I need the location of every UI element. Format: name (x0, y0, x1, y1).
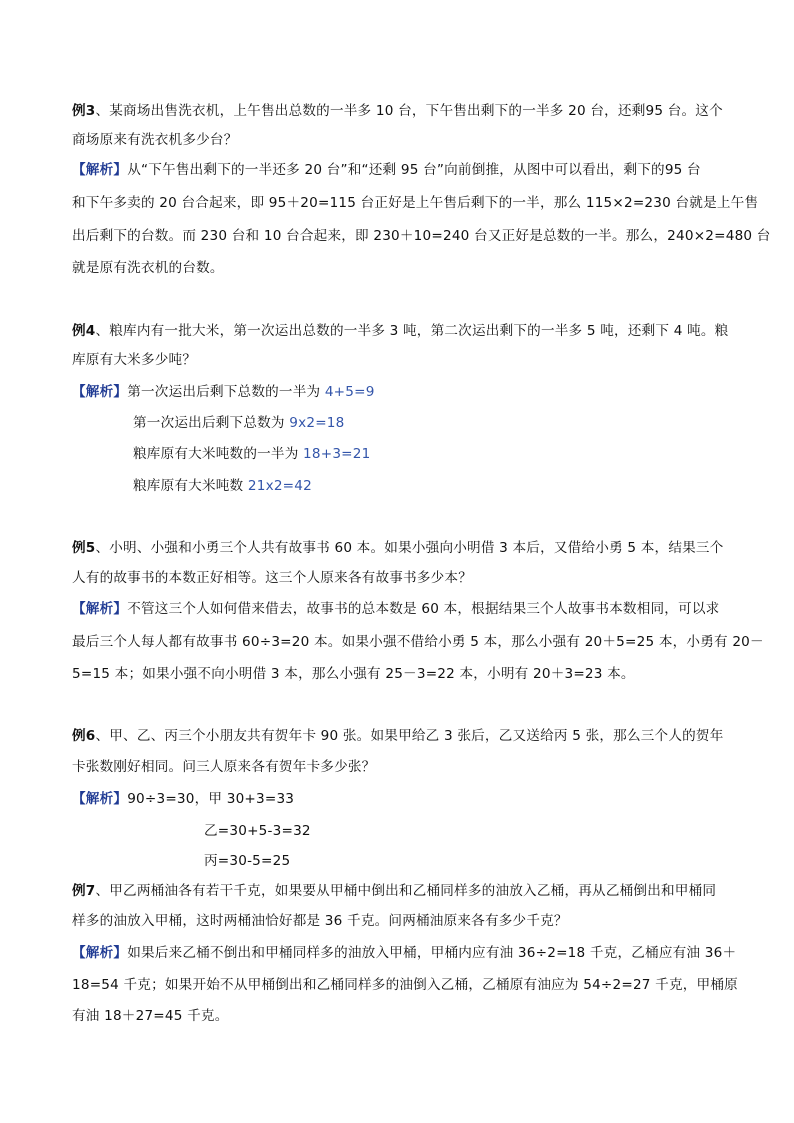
ex5-question-line-1: 例5、小明、小强和小勇三个人共有故事书 60 本。如果小强向小明借 3 本后，又借给小勇 5 本，结果三个 (72, 540, 724, 556)
ex6-label: 例6 (72, 728, 96, 744)
ex3-answer-line-2: 和下午多卖的 20 台合起来，即 95＋20=115 台正好是上午售后剩下的一半，那么 115×2=230 台就是上午售 (72, 195, 759, 211)
ex3-label: 例3 (72, 103, 96, 119)
ex4-answer-line-1: 【解析】第一次运出后剩下总数的一半为 4+5=9 (72, 384, 375, 400)
ex3-question-line-1: 例3、某商场出售洗衣机，上午售出总数的一半多 10 台，下午售出剩下的一半多 20 台，还剩95 台。这个 (72, 103, 723, 119)
ex7-answer-line-1: 【解析】如果后来乙桶不倒出和甲桶同样多的油放入甲桶，甲桶内应有油 36÷2=18 千克，乙桶应有油 36＋ (72, 945, 737, 961)
ex4-question-line-2: 库原有大米多少吨？ (72, 352, 197, 368)
ex3-answer-line-1: 【解析】从“下午售出剩下的一半还多 20 台”和“还剩 95 台”向前倒推，从图中可以看出，剩下的95 台 (72, 162, 701, 178)
ex7-answer-line-3: 有油 18＋27=45 千克。 (72, 1008, 229, 1024)
ex6-question-line-2: 卡张数刚好相同。问三人原来各有贺年卡多少张？ (72, 759, 376, 775)
ex5-analysis-tag: 【解析】 (72, 601, 128, 617)
ex3-analysis-tag: 【解析】 (72, 162, 128, 178)
ex5-answer-line-1: 【解析】不管这三个人如何借来借去，故事书的总本数是 60 本，根据结果三个人故事书本数相同，可以求 (72, 601, 720, 617)
ex4-analysis-tag: 【解析】 (72, 384, 128, 400)
ex4-question-line-1: 例4、粮库内有一批大米，第一次运出总数的一半多 3 吨，第二次运出剩下的一半多 5 吨，还剩下 4 吨。粮 (72, 323, 729, 339)
ex3-answer-line-3: 出后剩下的台数。而 230 台和 10 台合起来，即 230＋10=240 台又正好是总数的一半。那么，240×2=480 台 (72, 228, 771, 244)
ex7-question-line-2: 样多的油放入甲桶，这时两桶油恰好都是 36 千克。问两桶油原来各有多少千克？ (72, 913, 568, 929)
ex6-answer-line-1: 【解析】90÷3=30，甲 30+3=33 (72, 791, 295, 807)
ex6-step-3: 丙=30-5=25 (204, 853, 291, 869)
ex7-label: 例7 (72, 883, 96, 899)
ex5-label: 例5 (72, 540, 96, 556)
ex6-question-line-1: 例6、甲、乙、丙三个小朋友共有贺年卡 90 张。如果甲给乙 3 张后，乙又送给丙 5 张，那么三个人的贺年 (72, 728, 724, 744)
ex4-label: 例4 (72, 323, 96, 339)
ex3-question-line-2: 商场原来有洗衣机多少台？ (72, 132, 238, 148)
ex3-answer-line-4: 就是原有洗衣机的台数。 (72, 260, 224, 276)
ex4-step-3: 粮库原有大米吨数的一半为 18+3=21 (133, 446, 371, 462)
ex6-step-2: 乙=30+5-3=32 (204, 823, 311, 839)
ex7-analysis-tag: 【解析】 (72, 945, 128, 961)
ex7-question-line-1: 例7、甲乙两桶油各有若干千克，如果要从甲桶中倒出和乙桶同样多的油放入乙桶，再从乙桶倒出和甲桶同 (72, 883, 717, 899)
ex4-step-2: 第一次运出后剩下总数为 9x2=18 (133, 415, 345, 431)
ex5-question-line-2: 人有的故事书的本数正好相等。这三个人原来各有故事书多少本？ (72, 570, 473, 586)
ex5-answer-line-2: 最后三个人每人都有故事书 60÷3=20 本。如果小强不借给小勇 5 本，那么小强有 20＋5=25 本，小勇有 20－ (72, 634, 764, 650)
ex5-answer-line-3: 5=15 本；如果小强不向小明借 3 本，那么小强有 25－3=22 本，小明有 20＋3=23 本。 (72, 666, 635, 682)
ex4-step-4: 粮库原有大米吨数 21x2=42 (133, 478, 312, 494)
ex7-answer-line-2: 18=54 千克；如果开始不从甲桶倒出和乙桶同样多的油倒入乙桶，乙桶原有油应为 54÷2=27 千克，甲桶原 (72, 977, 738, 993)
ex6-analysis-tag: 【解析】 (72, 791, 128, 807)
